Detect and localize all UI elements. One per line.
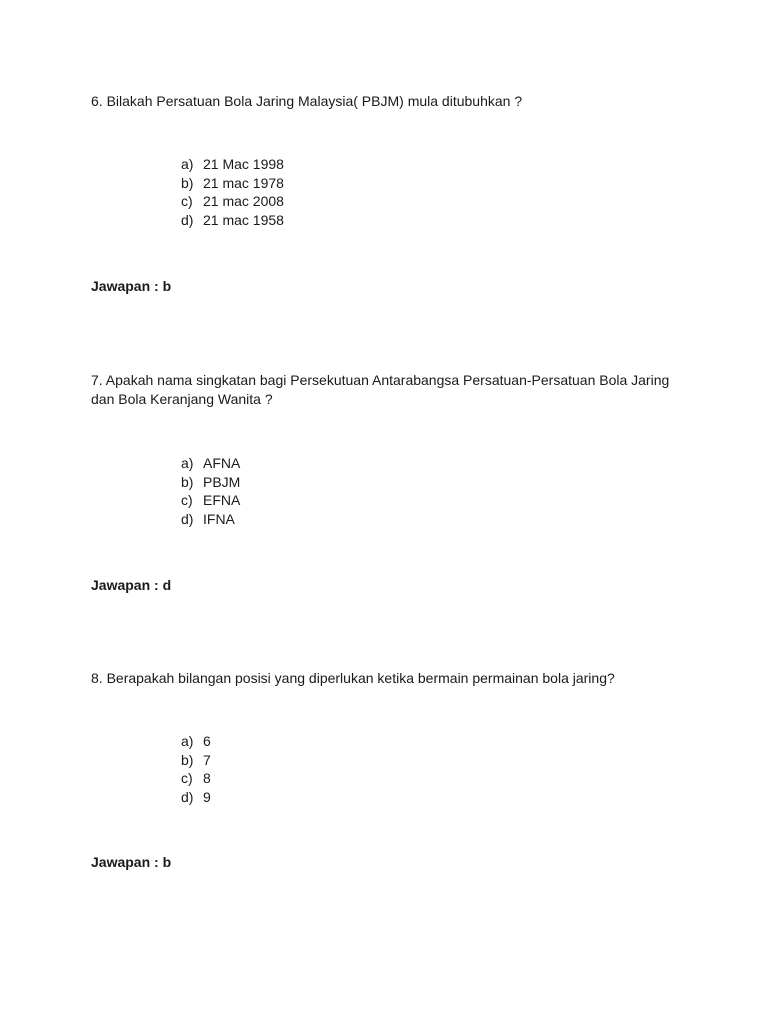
option-text: 21 mac 1978 (203, 174, 284, 191)
option-text: 7 (203, 751, 211, 768)
option-a (181, 454, 240, 473)
option-a (181, 155, 284, 174)
option-b (181, 174, 284, 193)
option-letter: a) (181, 455, 194, 471)
question-8 (91, 669, 681, 688)
question-7 (91, 371, 681, 409)
option-c (181, 491, 240, 510)
option-c (181, 769, 211, 788)
option-text: 9 (203, 788, 211, 805)
option-letter: a) (181, 156, 194, 172)
option-letter: c) (181, 193, 193, 210)
question-text: 6. Bilakah Persatuan Bola Jaring Malaysia( PBJM) mula ditubuhkan ? (91, 93, 523, 109)
option-text: 21 Mac 1998 (203, 156, 284, 172)
option-letter: c) (181, 770, 193, 787)
option-letter: d) (181, 510, 194, 527)
options-list-8 (181, 732, 211, 806)
option-text: PBJM (203, 473, 241, 490)
option-text: 6 (203, 733, 211, 749)
option-letter: d) (181, 211, 194, 228)
answer-6: Jawapan : b (91, 278, 172, 294)
option-b (181, 751, 211, 770)
answer-7: Jawapan : d (91, 577, 172, 593)
option-text: 8 (203, 770, 211, 787)
option-d (181, 211, 284, 230)
answer-8: Jawapan : b (91, 854, 172, 870)
options-list-7 (181, 454, 240, 528)
option-letter: b) (181, 174, 194, 191)
option-b (181, 473, 240, 492)
option-a (181, 732, 211, 751)
option-letter: b) (181, 473, 194, 490)
options-list-6 (181, 155, 284, 229)
question-text: 8. Berapakah bilangan posisi yang diperlukan ketika bermain permainan bola jaring? (91, 670, 615, 686)
option-letter: d) (181, 788, 194, 805)
option-text: IFNA (203, 510, 235, 527)
option-text: 21 mac 1958 (203, 211, 284, 228)
option-letter: a) (181, 733, 194, 749)
option-d (181, 510, 240, 529)
option-c (181, 192, 284, 211)
option-letter: b) (181, 751, 194, 768)
option-letter: c) (181, 492, 193, 509)
question-6 (91, 92, 681, 111)
option-text: AFNA (203, 455, 241, 471)
option-text: 21 mac 2008 (203, 193, 284, 210)
option-text: EFNA (203, 492, 241, 509)
option-d (181, 788, 211, 807)
question-text: 7. Apakah nama singkatan bagi Persekutuan Antarabangsa Persatuan-Persatuan Bola Jaring dan Bola Keranjang Wanita ? (91, 372, 670, 407)
